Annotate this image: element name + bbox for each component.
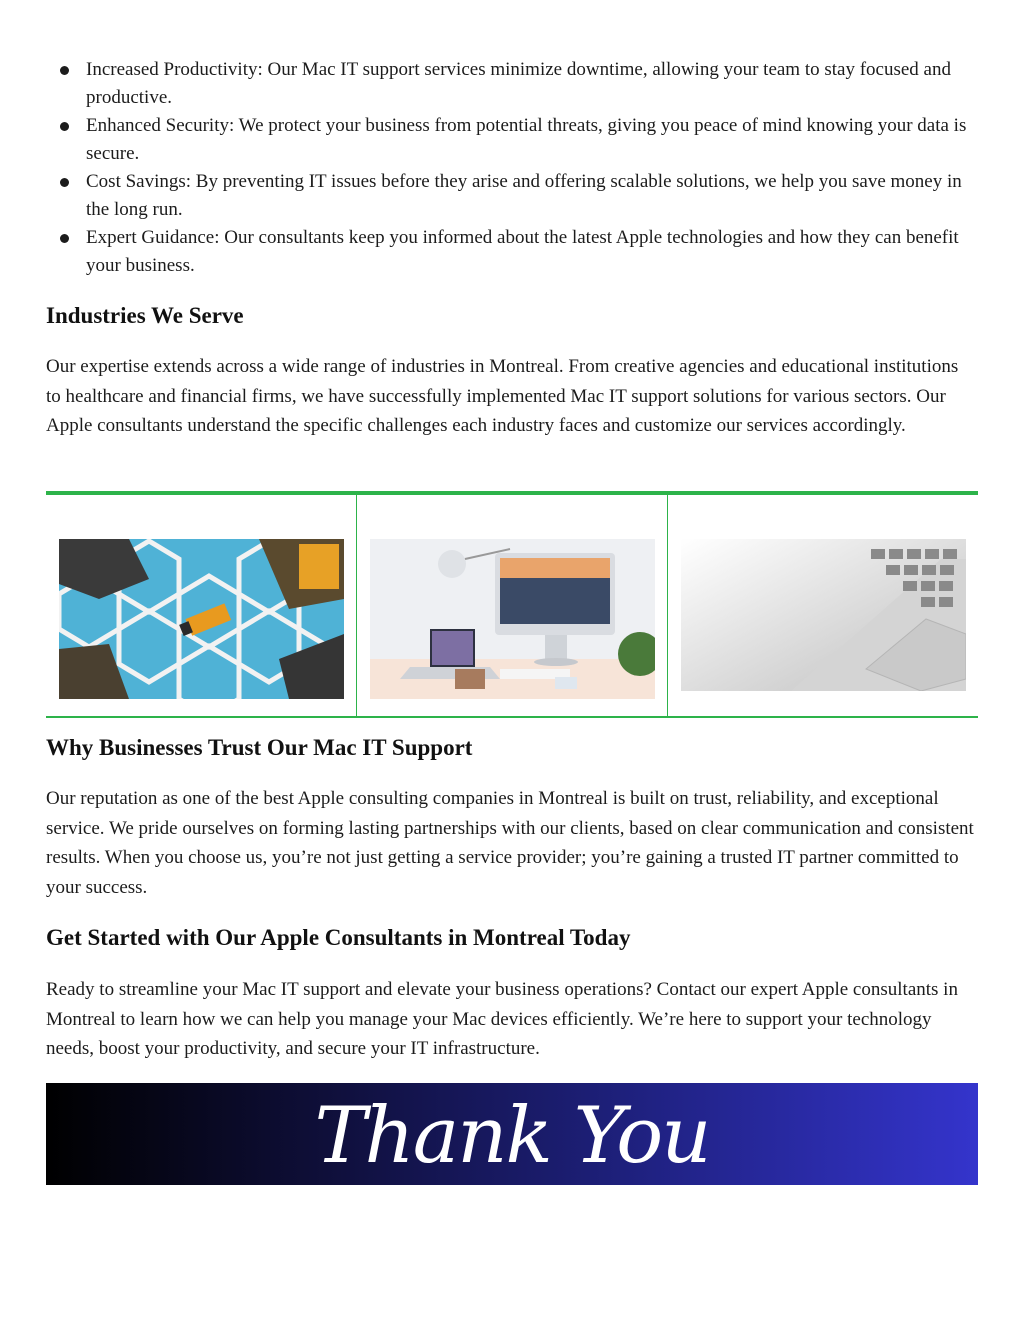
list-item: [56, 112, 981, 168]
benefit-text: Enhanced Security: We protect your business from potential threats, giving you peace of mind knowing your data is secure.: [86, 115, 967, 164]
trust-heading: Why Businesses Trust Our Mac IT Support: [46, 735, 473, 760]
industries-body: Our expertise extends across a wide range of industries in Montreal. From creative agencies and educational institutions to healthcare and financial firms, we have successfully implemented Mac IT support solutions for various sectors. Our Apple consultants understand the specific challenges each industry faces and customize our services accordingly.: [46, 356, 959, 436]
thank-you-banner: [46, 1083, 978, 1185]
get-started-body: Ready to streamline your Mac IT support and elevate your business operations? Contact our expert Apple consultants in Montreal to learn how we can help you manage your Mac devices efficiently. We’re here to support your technology needs, boost your productivity, and secure your IT infrastructure.: [46, 979, 958, 1059]
benefit-text: Increased Productivity: Our Mac IT support services minimize downtime, allowing your team to stay focused and productive.: [86, 59, 951, 108]
benefit-text: Cost Savings: By preventing IT issues before they arise and offering scalable solutions, we help you save money in the long run.: [86, 171, 962, 220]
benefit-text: Expert Guidance: Our consultants keep you informed about the latest Apple technologies and how they can benefit your business.: [86, 227, 959, 276]
benefits-list: [56, 56, 981, 280]
bullet-icon: [60, 66, 69, 75]
imac-desk-photo: [370, 539, 655, 699]
bullet-icon: [60, 234, 69, 243]
industries-heading: Industries We Serve: [46, 303, 244, 328]
bullet-icon: [60, 122, 69, 131]
bullet-icon: [60, 178, 69, 187]
laptop-keyboard-photo: [681, 539, 966, 691]
gallery-cell: [46, 495, 357, 716]
computer-chips-photo: [59, 539, 344, 699]
get-started-heading: Get Started with Our Apple Consultants in Montreal Today: [46, 925, 631, 950]
banner-text: Thank You: [314, 1091, 710, 1181]
list-item: [56, 56, 981, 112]
gallery-cell: [357, 495, 668, 716]
gallery-cell: [668, 495, 978, 716]
list-item: [56, 224, 981, 280]
image-gallery: [46, 491, 978, 718]
list-item: [56, 168, 981, 224]
trust-body: Our reputation as one of the best Apple consulting companies in Montreal is built on trust, reliability, and exceptional service. We pride ourselves on forming lasting partnerships with our clients, based on clear communication and consistent results. When you choose us, you’re not just getting a service provider; you’re gaining a trusted IT partner committed to your success.: [46, 788, 974, 898]
